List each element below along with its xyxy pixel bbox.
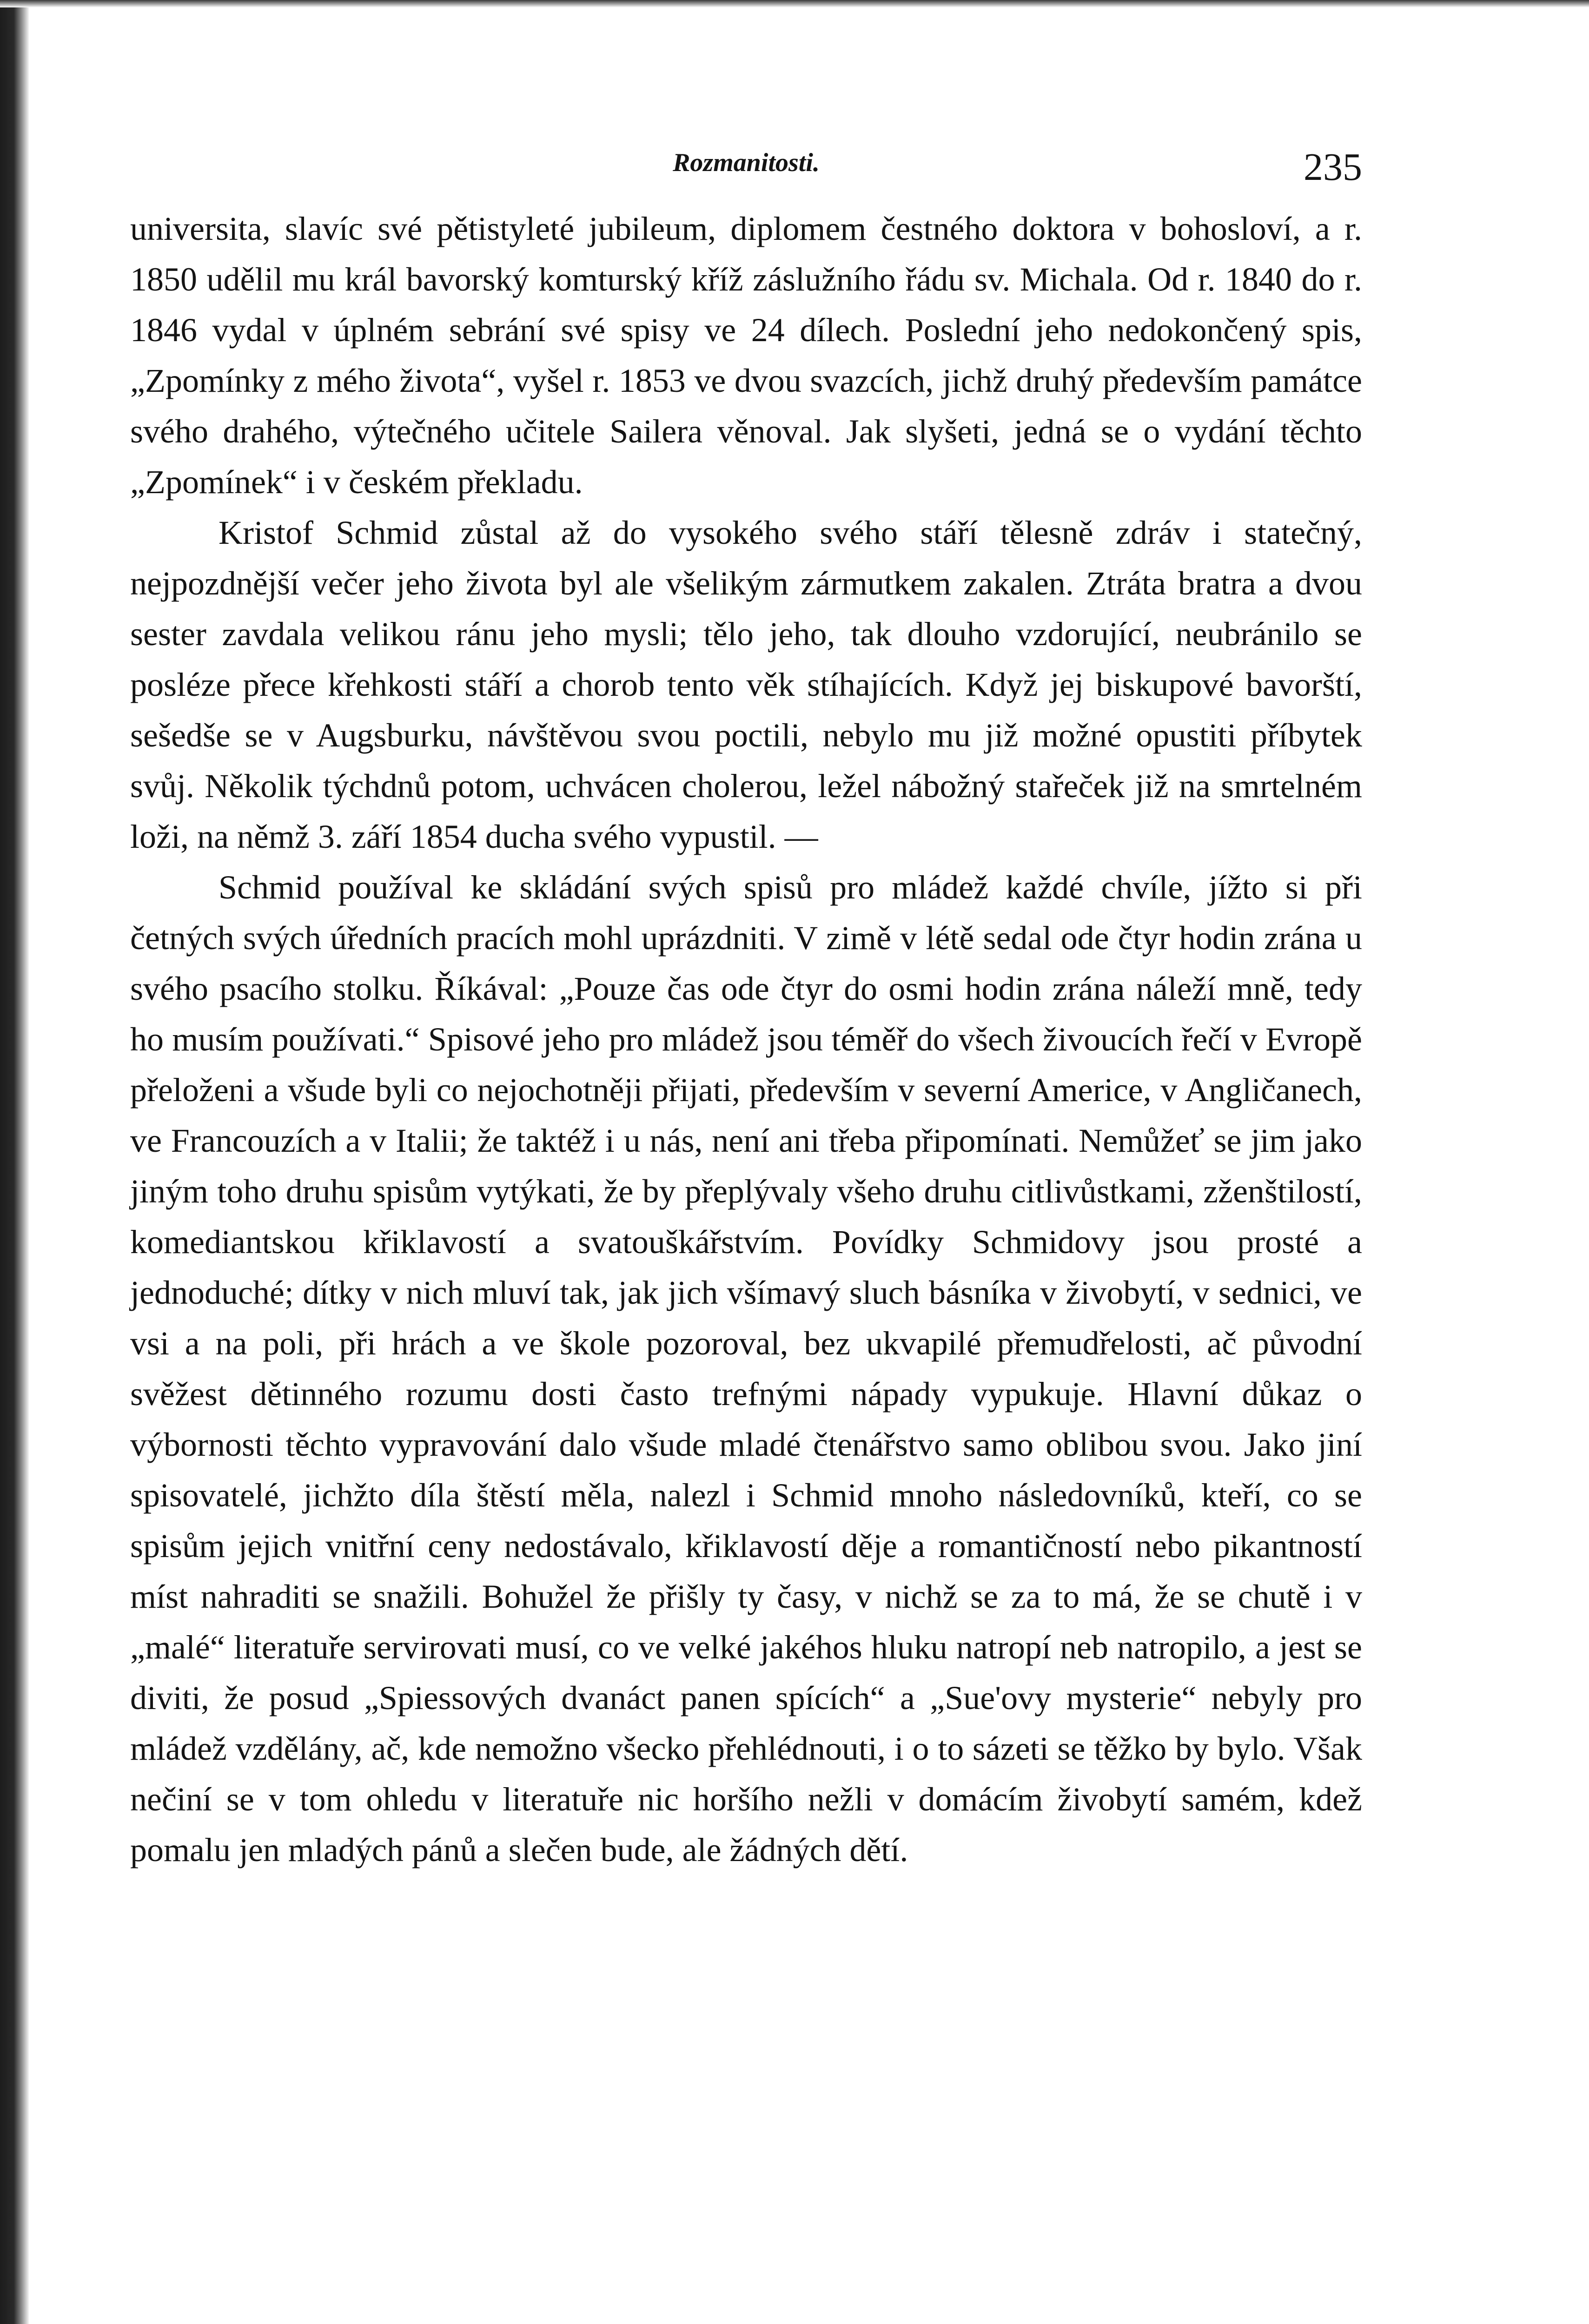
scan-edge-left — [0, 0, 29, 2324]
book-page — [130, 145, 1362, 1875]
running-head — [130, 145, 1362, 204]
page-number: 235 — [1304, 145, 1362, 189]
paragraph-3: Schmid používal ke skládání svých spisů pro mládež každé chvíle, jížto si při četných svých úředních pracích mohl uprázdniti. V zimě v létě sedal ode čtyr hodin zrána u svého psacího stolku. Říkával: „Pouze čas ode čtyr do osmi hodin zrána náleží mně, tedy ho musím používati.“ Spisové jeho pro mládež jsou téměř do všech živoucích řečí v Evropě přeloženi a všude byli co nejochotněji přijati, především v severní Americe, v Angličanech, ve Francouzích a v Italii; že taktéž i u nás, není ani třeba připomínati. Nemůžeť se jim jako jiným toho druhu spisům vytýkati, že by přeplývaly všeho druhu citlivůstkami, zženštilostí, komediantskou křiklavostí a svatouškářstvím. Povídky Schmidovy jsou prosté a jednoduché; dítky v nich mluví tak, jak jich všímavý sluch básníka v živobytí, v sednici, ve vsi a na poli, při hrách a ve škole pozoroval, bez ukvapilé přemudřelosti, ač původní svěžest dětinného rozumu dosti často trefnými nápady vypukuje. Hlavní důkaz o výbornosti těchto vypravování dalo všude mladé čtenářstvo samo oblibou svou. Jako jiní spisovatelé, jichžto díla štěstí měla, nalezl i Schmid mnoho následovníků, kteří, co se spisům jejich vnitřní ceny nedostávalo, křiklavostí děje a romantičností nebo pikantností míst nahraditi se snažili. Bohužel že přišly ty časy, v nichž se za to má, že se chutě i v „malé“ literatuře servirovati musí, co ve velké jakéhos hluku natropí neb natropilo, a jest se diviti, že posud „Spiessových dvanáct panen spících“ a „Sue'ovy mysterie“ nebyly pro mládež vzdělány, ač, kde nemožno všecko přehlédnouti, i o to sázeti se těžko by bylo. Však nečiní se v tom ohledu v literatuře nic horšího nežli v domácím živobytí samém, kdež pomalu jen mladých pánů a slečen bude, ale žádných dětí. — [130, 869, 1362, 1868]
paragraph-1: universita, slavíc své pětistyleté jubileum, diplomem čestného doktora v bohosloví, a r. 1850 udělil mu král bavorský komturský kříž záslužního řádu sv. Michala. Od r. 1840 do r. 1846 vydal v úplném sebrání své spisy ve 24 dílech. Poslední jeho nedokončený spis, „Zpomínky z mého života“, vyšel r. 1853 ve dvou svazcích, jichž druhý především památce svého drahého, výtečného učitele Sailera věnoval. Jak slyšeti, jedná se o vydání těchto „Zpomínek“ i v českém překladu. — [130, 210, 1362, 501]
scan-edge-top — [0, 0, 1589, 7]
body-text — [130, 204, 1362, 1875]
paragraph-2: Kristof Schmid zůstal až do vysokého svého stáří tělesně zdráv i statečný, nejpozdnější večer jeho života byl ale všelikým zármutkem zakalen. Ztráta bratra a dvou sester zavdala velikou ránu jeho mysli; tělo jeho, tak dlouho vzdorující, neubránilo se posléze přece křehkosti stáří a chorob tento věk stíhajících. Když jej biskupové bavorští, sešedše se v Augsburku, návštěvou svou poctili, nebylo mu již možné opustiti příbytek svůj. Několik týchdnů potom, uchvácen cholerou, ležel nábožný stařeček již na smrtelném loži, na němž 3. září 1854 ducha svého vypustil. — — [130, 514, 1362, 855]
running-title: Rozmanitosti. — [673, 148, 820, 177]
